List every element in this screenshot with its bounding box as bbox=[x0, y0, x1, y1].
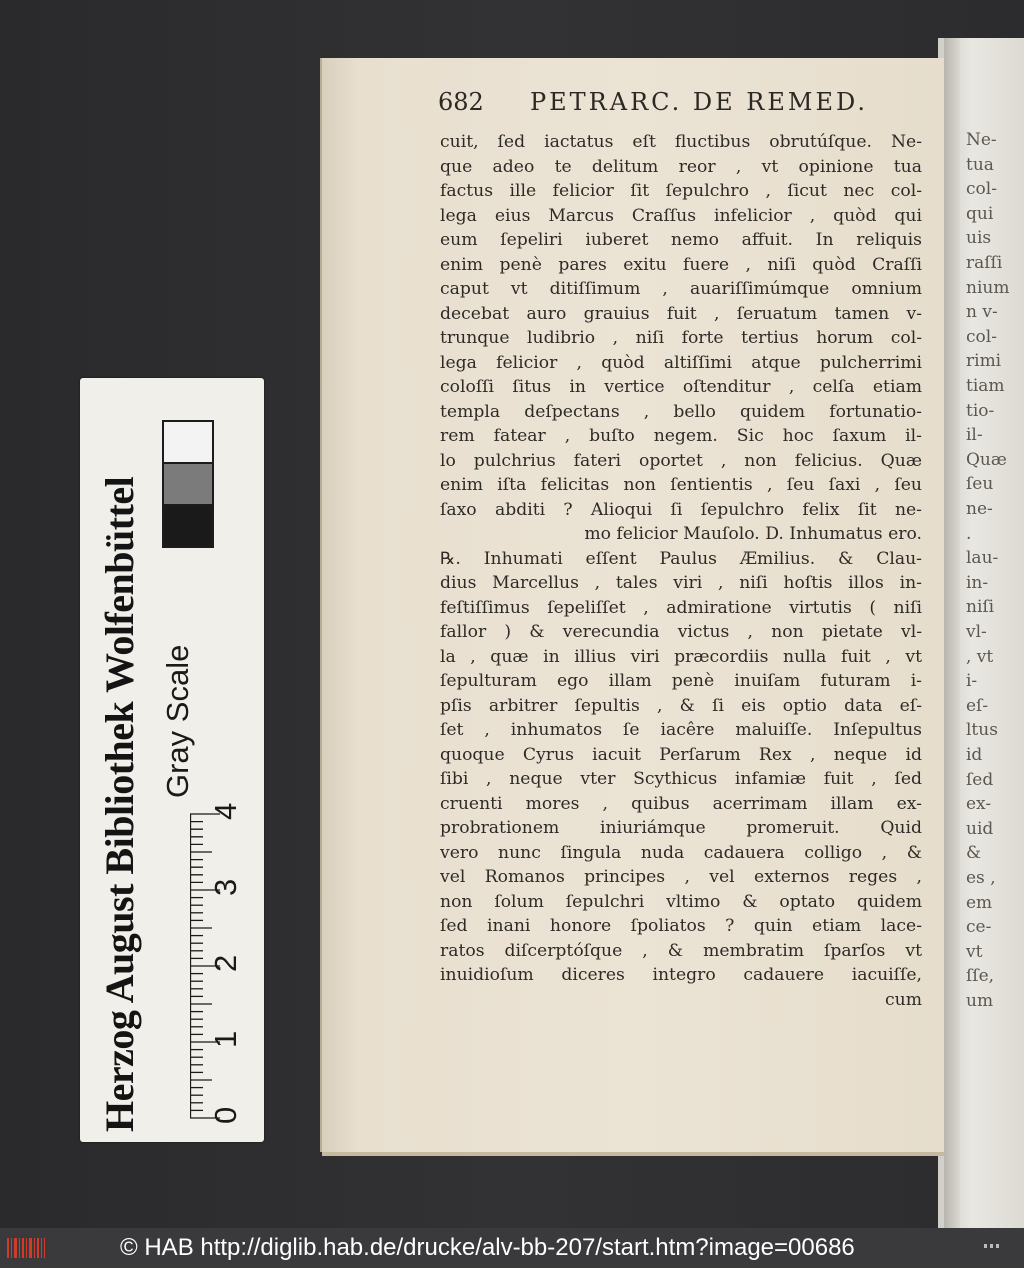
bleed-fragment: uid bbox=[966, 818, 994, 839]
text-line: lo pulchrius fateri oportet , non felicius. Quæ bbox=[440, 450, 922, 471]
bleed-fragment: ltus bbox=[966, 720, 998, 741]
text-line: ſepulturam ego illam penè inuiſam futuram i- bbox=[440, 671, 922, 691]
text-line: enim iſta felicitas non ſentientis , ſeu ſaxi , ſeu bbox=[440, 475, 922, 495]
text-line: feſtiſſimus ſepeliſſet , admiratione virtutis ( niſi bbox=[440, 597, 922, 618]
text-line: ſet , inhumatos ſe iacêre maluiſſe. Inſepultus bbox=[440, 720, 922, 740]
hab-logo-icon bbox=[6, 1236, 46, 1260]
text-line: eum ſepeliri iuberet nemo affuit. In reliquis bbox=[440, 230, 922, 250]
bleed-fragment: ſeu bbox=[966, 474, 994, 495]
bleed-fragment: ex- bbox=[966, 794, 992, 815]
bleed-fragment: . bbox=[966, 523, 972, 544]
footer-credit: © HAB http://diglib.hab.de/drucke/alv-bb-207/start.htm?image=00686 bbox=[120, 1234, 855, 1261]
footer-bar bbox=[0, 1228, 1024, 1268]
text-line: enim penè pares exitu fuere , niſi quòd Craſſi bbox=[440, 254, 922, 275]
gray-swatch-black bbox=[162, 504, 214, 548]
text-line: factus ille felicior ſit ſepulchro , ſicut nec col- bbox=[440, 181, 922, 201]
bleed-fragment: nium bbox=[966, 277, 1010, 298]
bleed-fragment: qui bbox=[966, 203, 994, 224]
bleed-fragment: ne- bbox=[966, 499, 993, 519]
bleed-fragment: um bbox=[966, 991, 994, 1011]
footer-mark-icon bbox=[984, 1242, 1002, 1250]
bleed-fragment: em bbox=[966, 892, 993, 913]
running-title: PETRARC. DE REMED. bbox=[530, 88, 869, 116]
text-line: inuidioſum diceres integro cadauere iacuiſſe, bbox=[440, 965, 922, 985]
bleed-fragment: tiam bbox=[966, 376, 1005, 396]
bleed-fragment: niſi bbox=[966, 597, 995, 618]
text-line: decebat auro grauius fuit , ſeruatum tamen v- bbox=[440, 303, 922, 324]
text-line: que adeo te delitum reor , vt opinione tua bbox=[440, 156, 922, 177]
scale-ruler bbox=[80, 378, 264, 1142]
ruler-number-2: 2 bbox=[208, 954, 243, 972]
text-line: templa deſpectans , bello quidem fortunatio- bbox=[440, 401, 922, 422]
text-line: ſaxo abditi ? Alioqui ſi ſepulchro felix ſit ne- bbox=[440, 499, 922, 520]
text-line: cruenti mores , quibus acerrimam illam ex- bbox=[440, 793, 922, 814]
text-line: ſibi , neque vter Scythicus infamiæ fuit , ſed bbox=[440, 769, 922, 789]
gray-swatch-gray bbox=[162, 462, 214, 506]
text-line: quoque Cyrus iacuit Perſarum Rex , neque id bbox=[440, 744, 922, 765]
catchword: cum bbox=[885, 989, 922, 1010]
text-line: coloſſi ſitus in vertice oſtenditur , celſa etiam bbox=[440, 377, 922, 397]
bleed-fragment: n v- bbox=[966, 302, 998, 323]
text-line: ratos diſcerptóſque , & membratim ſparſos vt bbox=[440, 940, 922, 961]
text-line: vel Romanos principes , vel externos reges , bbox=[440, 867, 922, 887]
bleed-fragment: in- bbox=[966, 572, 989, 593]
bleed-fragment: uis bbox=[966, 228, 992, 249]
bleed-fragment: id bbox=[966, 745, 983, 765]
bleed-fragment: ſſe, bbox=[966, 966, 995, 987]
bleed-fragment: eſ- bbox=[966, 695, 989, 716]
bleed-fragment: ſed bbox=[966, 769, 994, 790]
bleed-fragment: vt bbox=[966, 941, 983, 962]
text-line: dius Marcellus , tales viri , niſi hoſtis illos in- bbox=[440, 573, 922, 593]
bleed-fragment: & bbox=[966, 843, 982, 864]
text-line: cuit, ſed iactatus eſt fluctibus obrutúſque. Ne- bbox=[440, 132, 922, 152]
bleed-fragment: tio- bbox=[966, 400, 995, 421]
bleed-fragment: Ne- bbox=[966, 130, 997, 150]
text-line: non ſolum ſepulchri vltimo & optato quidem bbox=[440, 891, 922, 912]
ruler-number-4: 4 bbox=[208, 802, 243, 820]
ruler-number-0: 0 bbox=[208, 1106, 243, 1124]
page-text bbox=[440, 130, 922, 1012]
text-line: probrationem iniuriámque promeruit. Quid bbox=[440, 818, 922, 838]
bleed-fragment: , vt bbox=[966, 646, 994, 667]
text-line: caput vt ditiſſimum , auariſſimúmque omnium bbox=[440, 279, 922, 299]
text-line: rem fatear , buſto negem. Sic hoc ſaxum il- bbox=[440, 426, 922, 446]
text-line: la , quæ in illius viri præcordiis nulla fuit , vt bbox=[440, 646, 922, 667]
ruler-content bbox=[80, 378, 264, 1142]
text-line: trunque ludibrio , niſi forte tertius horum col- bbox=[440, 328, 922, 348]
bleed-fragment: raſſi bbox=[966, 253, 1003, 273]
text-line: ℞. Inhumati eſſent Paulus Æmilius. & Clau- bbox=[440, 548, 922, 569]
bleed-fragment: ce- bbox=[966, 917, 992, 938]
bleed-fragment: rimi bbox=[966, 351, 1002, 372]
ruler-title: Herzog August Bibliothek Wolfenbüttel bbox=[97, 476, 142, 1132]
bleed-fragment: lau- bbox=[966, 548, 999, 569]
ruler-number-1: 1 bbox=[208, 1030, 243, 1048]
page-number: 682 bbox=[438, 88, 484, 116]
text-line: fallor ) & verecundia victus , non pietate vl- bbox=[440, 622, 922, 642]
text-line: lega felicior , quòd altiſſimi atque pulcherrimi bbox=[440, 352, 922, 373]
text-line: vero nunc ſingula nuda cadauera colligo , & bbox=[440, 842, 922, 863]
bleed-fragment: Quæ bbox=[966, 449, 1007, 470]
ruler-number-3: 3 bbox=[208, 878, 243, 896]
text-line: ſed inani honore ſpoliatos ? quin etiam lace- bbox=[440, 916, 922, 936]
bleed-fragment: i- bbox=[966, 671, 978, 692]
text-line: mo felicior Mauſolo. D. Inhumatus ero. bbox=[584, 524, 922, 544]
facing-page-edge bbox=[944, 38, 960, 1228]
bleed-fragment: tua bbox=[966, 154, 994, 175]
bleed-fragment: col- bbox=[966, 179, 997, 200]
text-line: pſis arbitrer ſepultis , & ſi eis optio data eſ- bbox=[440, 695, 922, 716]
bleed-fragment: col- bbox=[966, 326, 997, 347]
bleed-fragment: vl- bbox=[966, 622, 987, 642]
bleed-fragment: es , bbox=[966, 868, 996, 888]
bleed-fragment: il- bbox=[966, 425, 983, 446]
book-page bbox=[322, 58, 944, 1152]
gray-scale-label: Gray Scale bbox=[160, 644, 195, 798]
text-line: lega eius Marcus Craſſus infelicior , quòd qui bbox=[440, 205, 922, 226]
gray-swatch-white bbox=[162, 420, 214, 464]
